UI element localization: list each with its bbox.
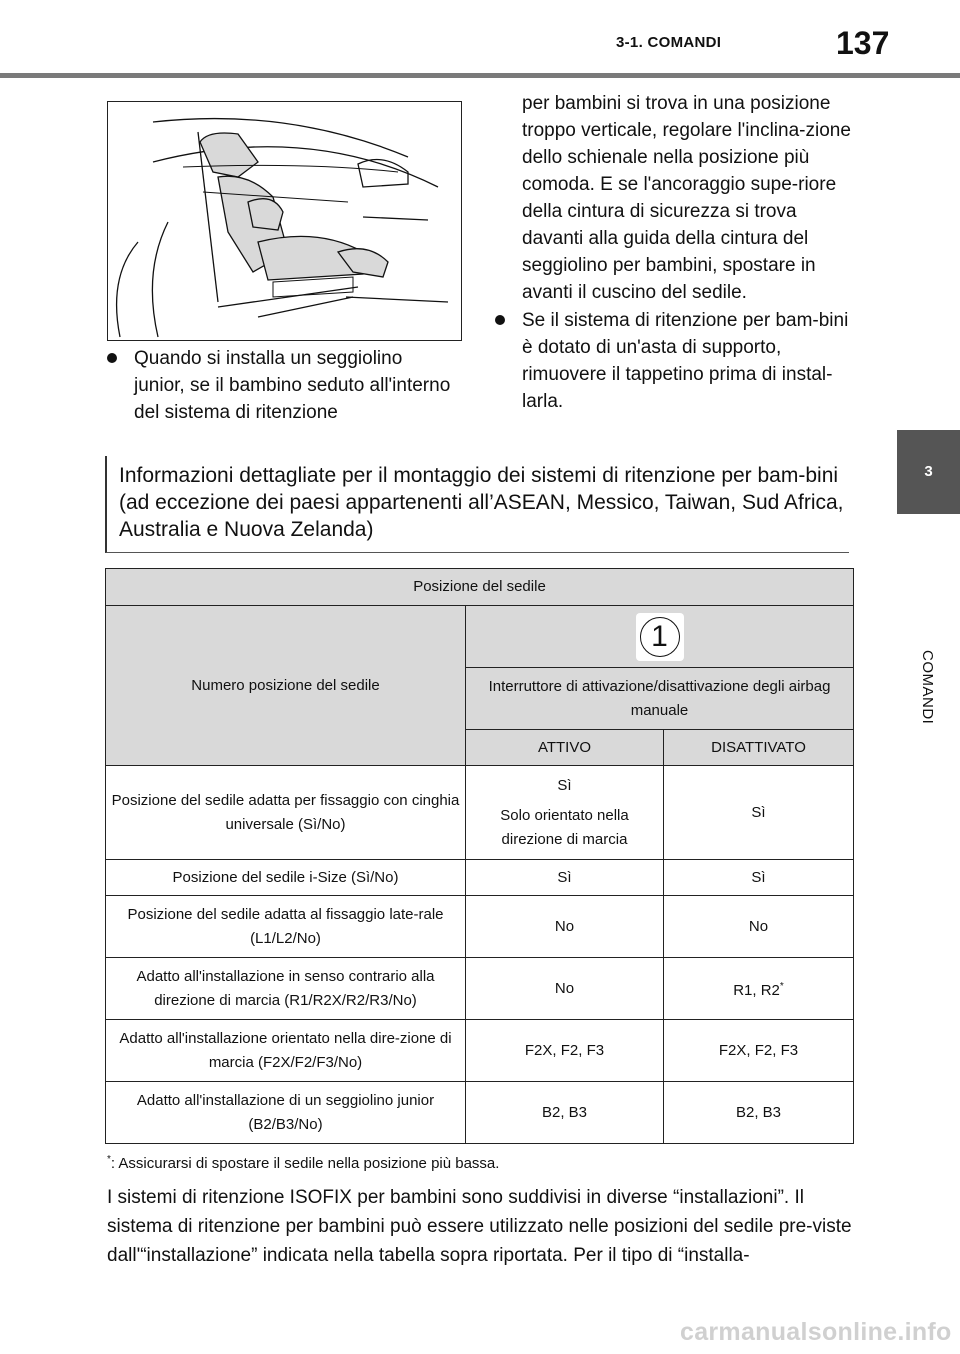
watermark: carmanualsonline.info: [680, 1318, 952, 1346]
row-value-off: Sì: [664, 766, 854, 860]
bullet-text: Se il sistema di ritenzione per bam-bini è dotato di un'asta di supporto, rimuovere il tappetino prima di instal-larla.: [522, 310, 849, 412]
header-rule: [0, 73, 960, 78]
bullet-text: Quando si installa un seggiolino junior, se il bambino seduto all'interno del sistema di ritenzione: [134, 348, 451, 423]
row-value-on: No: [466, 958, 664, 1020]
column-on: ATTIVO: [466, 730, 664, 766]
table-row: [106, 1020, 854, 1082]
bullet-junior-seat: [107, 345, 452, 426]
bullet-icon: [107, 353, 117, 363]
value-line: Sì: [557, 776, 572, 794]
page-number: 137: [836, 25, 890, 61]
airbag-switch-header: Interruttore di attivazione/disattivazione degli airbag manuale: [466, 668, 854, 730]
footnote-text: : Assicurarsi di spostare il sedile nella posizione più bassa.: [110, 1155, 500, 1172]
row-label: Posizione del sedile i-Size (Sì/No): [106, 860, 466, 896]
table-footnote: [107, 1154, 499, 1172]
continued-paragraph: per bambini si trova in una posizione troppo verticale, regolare l'inclina-zione dello schienale nella posizione più comoda. E se l'ancoraggio supe-riore della cintura di sicurezza si trova davanti alla guida della cintura del seggiolino per bambini, spostare in avanti il cuscino del sedile.: [522, 93, 851, 303]
row-value-on: F2X, F2, F3: [466, 1020, 664, 1082]
car-seat-drawing: [108, 102, 462, 341]
row-value-on: B2, B3: [466, 1082, 664, 1144]
row-label: Adatto all'installazione orientato nella dire-zione di marcia (F2X/F2/F3/No): [106, 1020, 466, 1082]
row-label: Adatto all'installazione in senso contrario alla direzione di marcia (R1/R2X/R2/R3/No): [106, 958, 466, 1020]
chapter-tab-label: COMANDI: [919, 650, 936, 725]
row-value-off: Sì: [664, 860, 854, 896]
chapter-tab[interactable]: 3: [897, 430, 960, 514]
column-off: DISATTIVATO: [664, 730, 854, 766]
bullet-icon: [495, 315, 505, 325]
row-value-off: No: [664, 896, 854, 958]
row-value-on: No: [466, 896, 664, 958]
table-row: [106, 860, 854, 896]
row-label: Posizione del sedile adatta per fissaggio con cinghia universale (Sì/No): [106, 766, 466, 860]
closing-paragraph: I sistemi di ritenzione ISOFIX per bambini sono suddivisi in diverse “installazioni”. Il sistema di ritenzione per bambini può essere utilizzato nelle posizioni del sedile pre-viste dall'“installazione” indicata nella tabella sopra riportata. Per il tipo di “installa-: [107, 1187, 852, 1266]
table-row: [106, 896, 854, 958]
section-title-box: [105, 456, 849, 553]
row-value-on: [466, 766, 664, 860]
table-title: Posizione del sedile: [106, 569, 854, 606]
bullet-support-leg: [495, 307, 853, 415]
row-value-on: Sì: [466, 860, 664, 896]
child-seat-illustration: [107, 101, 462, 341]
row-value-off: F2X, F2, F3: [664, 1020, 854, 1082]
table-row: [106, 1082, 854, 1144]
footnote-mark: *: [107, 1154, 111, 1165]
value-text: R1, R2: [733, 981, 780, 999]
row-value-off: [664, 958, 854, 1020]
table-row: [106, 766, 854, 860]
row-label: Adatto all'installazione di un seggiolino junior (B2/B3/No): [106, 1082, 466, 1144]
footnote-mark: *: [779, 980, 784, 992]
section-heading: 3-1. COMANDI: [616, 34, 722, 51]
row-value-off: B2, B3: [664, 1082, 854, 1144]
row-label: Posizione del sedile adatta al fissaggio late-rale (L1/L2/No): [106, 896, 466, 958]
seat-number-cell: [466, 606, 854, 668]
table-row: [106, 958, 854, 1020]
seat-number-badge: 1: [640, 617, 680, 657]
seat-compatibility-table: [105, 568, 854, 1144]
section-title: Informazioni dettagliate per il montaggio dei sistemi di ritenzione per bam-bini (ad eccezione dei paesi appartenenti all’ASEAN, Messico, Taiwan, Sud Africa, Australia e Nuova Zelanda): [119, 464, 844, 541]
seat-number-label: Numero posizione del sedile: [106, 606, 466, 766]
value-line: Solo orientato nella direzione di marcia: [500, 806, 629, 848]
